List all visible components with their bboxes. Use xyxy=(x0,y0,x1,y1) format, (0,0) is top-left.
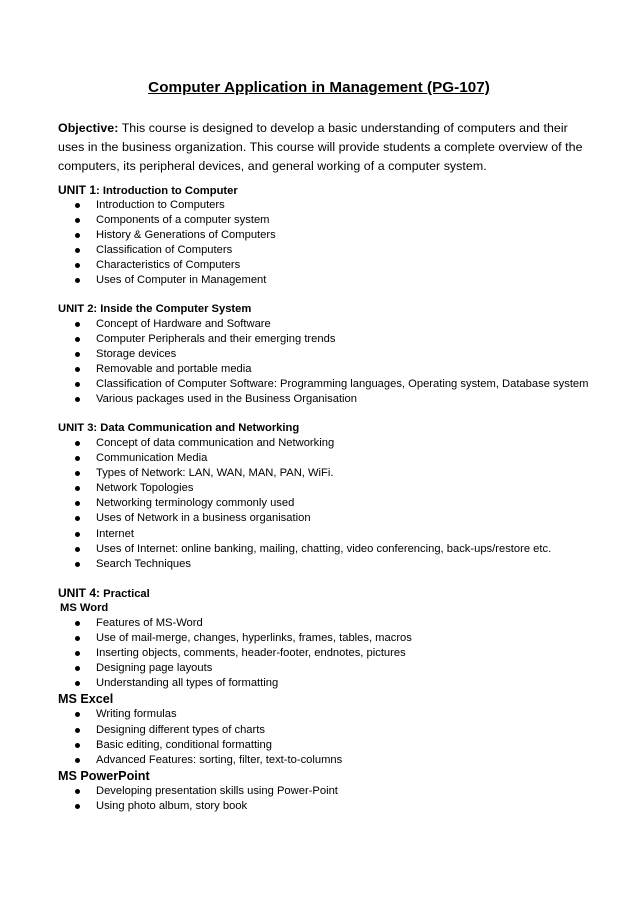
bullet-icon xyxy=(75,789,80,794)
list-item: Characteristics of Computers xyxy=(58,258,588,273)
bullet-icon xyxy=(75,712,80,717)
list-item: Classification of Computers xyxy=(58,243,588,258)
list-item: Using photo album, story book xyxy=(58,799,588,814)
unit-1-list xyxy=(58,198,588,289)
list-item: Use of mail-merge, changes, hyperlinks, frames, tables, macros xyxy=(58,631,588,646)
bullet-icon xyxy=(75,456,80,461)
unit-2-heading: UNIT 2: Inside the Computer System xyxy=(58,303,252,315)
course-title: Computer Application in Management (PG-107) xyxy=(148,79,490,96)
bullet-icon xyxy=(75,651,80,656)
objective-paragraph xyxy=(58,119,588,176)
bullet-icon xyxy=(75,233,80,238)
list-item: Network Topologies xyxy=(58,481,588,496)
bullet-icon xyxy=(75,203,80,208)
bullet-icon xyxy=(75,397,80,402)
list-item: Inserting objects, comments, header-footer, endnotes, pictures xyxy=(58,646,588,661)
list-item: Communication Media xyxy=(58,451,588,466)
list-item: History & Generations of Computers xyxy=(58,228,588,243)
unit-1-heading: UNIT 1: Introduction to Computer xyxy=(58,183,238,197)
unit-3-section xyxy=(58,421,588,572)
list-item: Removable and portable media xyxy=(58,362,588,377)
bullet-icon xyxy=(75,486,80,491)
bullet-icon xyxy=(75,322,80,327)
bullet-icon xyxy=(75,636,80,641)
bullet-icon xyxy=(75,441,80,446)
bullet-icon xyxy=(75,758,80,763)
list-item: Designing different types of charts xyxy=(58,723,588,738)
bullet-icon xyxy=(75,218,80,223)
unit-4-section xyxy=(58,586,588,814)
bullet-icon xyxy=(75,516,80,521)
list-item: Developing presentation skills using Power-Point xyxy=(58,784,588,799)
list-item: Basic editing, conditional formatting xyxy=(58,738,588,753)
unit-1-section xyxy=(58,183,588,289)
list-item: Classification of Computer Software: Programming languages, Operating system, Database system xyxy=(58,377,588,392)
unit-3-list xyxy=(58,436,588,572)
bullet-icon xyxy=(75,562,80,567)
bullet-icon xyxy=(75,547,80,552)
list-item: Writing formulas xyxy=(58,707,588,722)
bullet-icon xyxy=(75,501,80,506)
list-item: Concept of data communication and Networking xyxy=(58,436,588,451)
bullet-icon xyxy=(75,352,80,357)
ms-excel-heading: MS Excel xyxy=(58,692,114,707)
bullet-icon xyxy=(75,666,80,671)
list-item: Uses of Internet: online banking, mailing, chatting, video conferencing, back-ups/restore etc. xyxy=(58,542,588,557)
ms-word-heading: MS Word xyxy=(60,602,109,614)
list-item: Various packages used in the Business Organisation xyxy=(58,392,588,407)
list-item: Networking terminology commonly used xyxy=(58,496,588,511)
list-item: Storage devices xyxy=(58,347,588,362)
bullet-icon xyxy=(75,382,80,387)
unit-3-heading: UNIT 3: Data Communication and Networking xyxy=(58,422,300,434)
unit-4-heading: UNIT 4: Practical xyxy=(58,586,150,600)
unit-2-section xyxy=(58,302,588,408)
bullet-icon xyxy=(75,804,80,809)
list-item: Internet xyxy=(58,527,588,542)
list-item: Computer Peripherals and their emerging trends xyxy=(58,332,588,347)
list-item: Designing page layouts xyxy=(58,661,588,676)
bullet-icon xyxy=(75,278,80,283)
list-item: Components of a computer system xyxy=(58,213,588,228)
bullet-icon xyxy=(75,621,80,626)
bullet-icon xyxy=(75,337,80,342)
unit-2-list xyxy=(58,317,588,408)
bullet-icon xyxy=(75,532,80,537)
ms-powerpoint-list xyxy=(58,784,588,814)
bullet-icon xyxy=(75,471,80,476)
list-item: Uses of Computer in Management xyxy=(58,273,588,288)
objective-text: This course is designed to develop a basic understanding of computers and their uses in the business organization. This course will provide students a complete overview of the computers, its peripheral devices, and general working of a computer system. xyxy=(58,121,583,173)
bullet-icon xyxy=(75,743,80,748)
ms-powerpoint-heading: MS PowerPoint xyxy=(58,768,150,783)
list-item: Uses of Network in a business organisation xyxy=(58,511,588,526)
list-item: Search Techniques xyxy=(58,557,588,572)
list-item: Introduction to Computers xyxy=(58,198,588,213)
list-item: Features of MS-Word xyxy=(58,616,588,631)
bullet-icon xyxy=(75,263,80,268)
ms-excel-list xyxy=(58,707,588,767)
list-item: Types of Network: LAN, WAN, MAN, PAN, WiFi. xyxy=(58,466,588,481)
bullet-icon xyxy=(75,728,80,733)
bullet-icon xyxy=(75,248,80,253)
bullet-icon xyxy=(75,681,80,686)
list-item: Advanced Features: sorting, filter, text-to-columns xyxy=(58,753,588,768)
list-item: Understanding all types of formatting xyxy=(58,676,588,691)
bullet-icon xyxy=(75,367,80,372)
ms-word-list xyxy=(58,616,588,691)
list-item: Concept of Hardware and Software xyxy=(58,317,588,332)
objective-label: Objective: xyxy=(58,121,119,135)
